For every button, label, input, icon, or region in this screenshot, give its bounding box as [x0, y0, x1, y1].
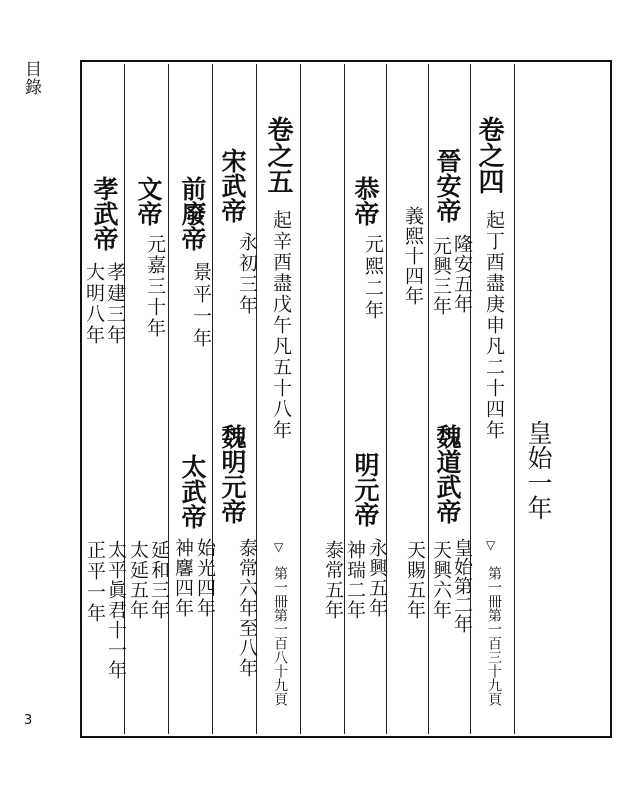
era-name: 天賜五年	[404, 540, 426, 620]
column-rule	[428, 64, 429, 734]
emperor-name: 宋武帝	[218, 148, 247, 223]
vol4-heading: 卷之四	[474, 116, 504, 194]
page-frame	[80, 60, 612, 738]
column-rule	[168, 64, 169, 734]
column-rule	[514, 64, 515, 734]
era-name: 隆安五年	[451, 234, 473, 314]
era-name: 始光四年	[194, 538, 216, 618]
era-name: 太延五年	[127, 540, 149, 620]
era-name: 神瑞二年	[344, 540, 366, 620]
side-title: 目錄	[21, 60, 41, 96]
era-name: 義熙十四年	[402, 206, 424, 306]
emperor-name: 孝武帝	[90, 176, 119, 251]
era-name: 泰常五年	[322, 540, 344, 620]
era-name: 天興六年	[430, 540, 452, 620]
era-name: 永初三年	[236, 232, 258, 316]
era-name: 孝建三年	[104, 262, 126, 346]
emperor-name: 魏道武帝	[433, 424, 462, 524]
column-rule	[212, 64, 213, 734]
vol4-page-ref: 第一冊第一百三十九頁	[486, 566, 502, 706]
era-name: 景平一年	[190, 262, 212, 350]
column-rule	[470, 64, 471, 734]
vol5-range: 起辛酉盡戊午凡五十八年	[270, 210, 292, 441]
era-name: 元興三年	[430, 236, 452, 316]
emperor-name: 文帝	[134, 176, 163, 226]
era-name: 大明八年	[83, 262, 105, 346]
era-name: 正平一年	[84, 540, 106, 624]
era-name: 永興五年	[366, 538, 388, 618]
era-name: 元熙二年	[362, 234, 384, 322]
era-name: 元嘉三十年	[144, 234, 166, 339]
emperor-name: 恭帝	[351, 176, 380, 226]
right-year-label: 皇始一年	[524, 420, 553, 520]
emperor-name: 魏明元帝	[218, 424, 247, 524]
vol4-range: 起丁酉盡庚申凡二十四年	[483, 210, 505, 441]
era-name: 皇始第二年	[451, 538, 473, 633]
era-name: 太平眞君十一年	[105, 540, 127, 680]
era-name: 神麘四年	[172, 538, 194, 618]
emperor-name: 前廢帝	[178, 176, 207, 251]
page-number: 3	[24, 713, 33, 728]
vol5-page-ref: 第一冊第一百八十九頁	[272, 566, 288, 706]
vol5-heading: 卷之五	[263, 116, 293, 194]
column-rule	[344, 64, 345, 734]
era-name: 泰常六年至八年	[236, 538, 258, 678]
triangle-marker: ▽	[274, 540, 284, 554]
column-rule	[386, 64, 387, 734]
era-name: 延和三年	[148, 540, 170, 620]
emperor-name: 明元帝	[351, 452, 380, 527]
emperor-name: 晉安帝	[433, 148, 462, 223]
triangle-marker: ▽	[486, 538, 496, 552]
column-rule	[300, 64, 301, 734]
emperor-name: 太武帝	[178, 454, 207, 529]
